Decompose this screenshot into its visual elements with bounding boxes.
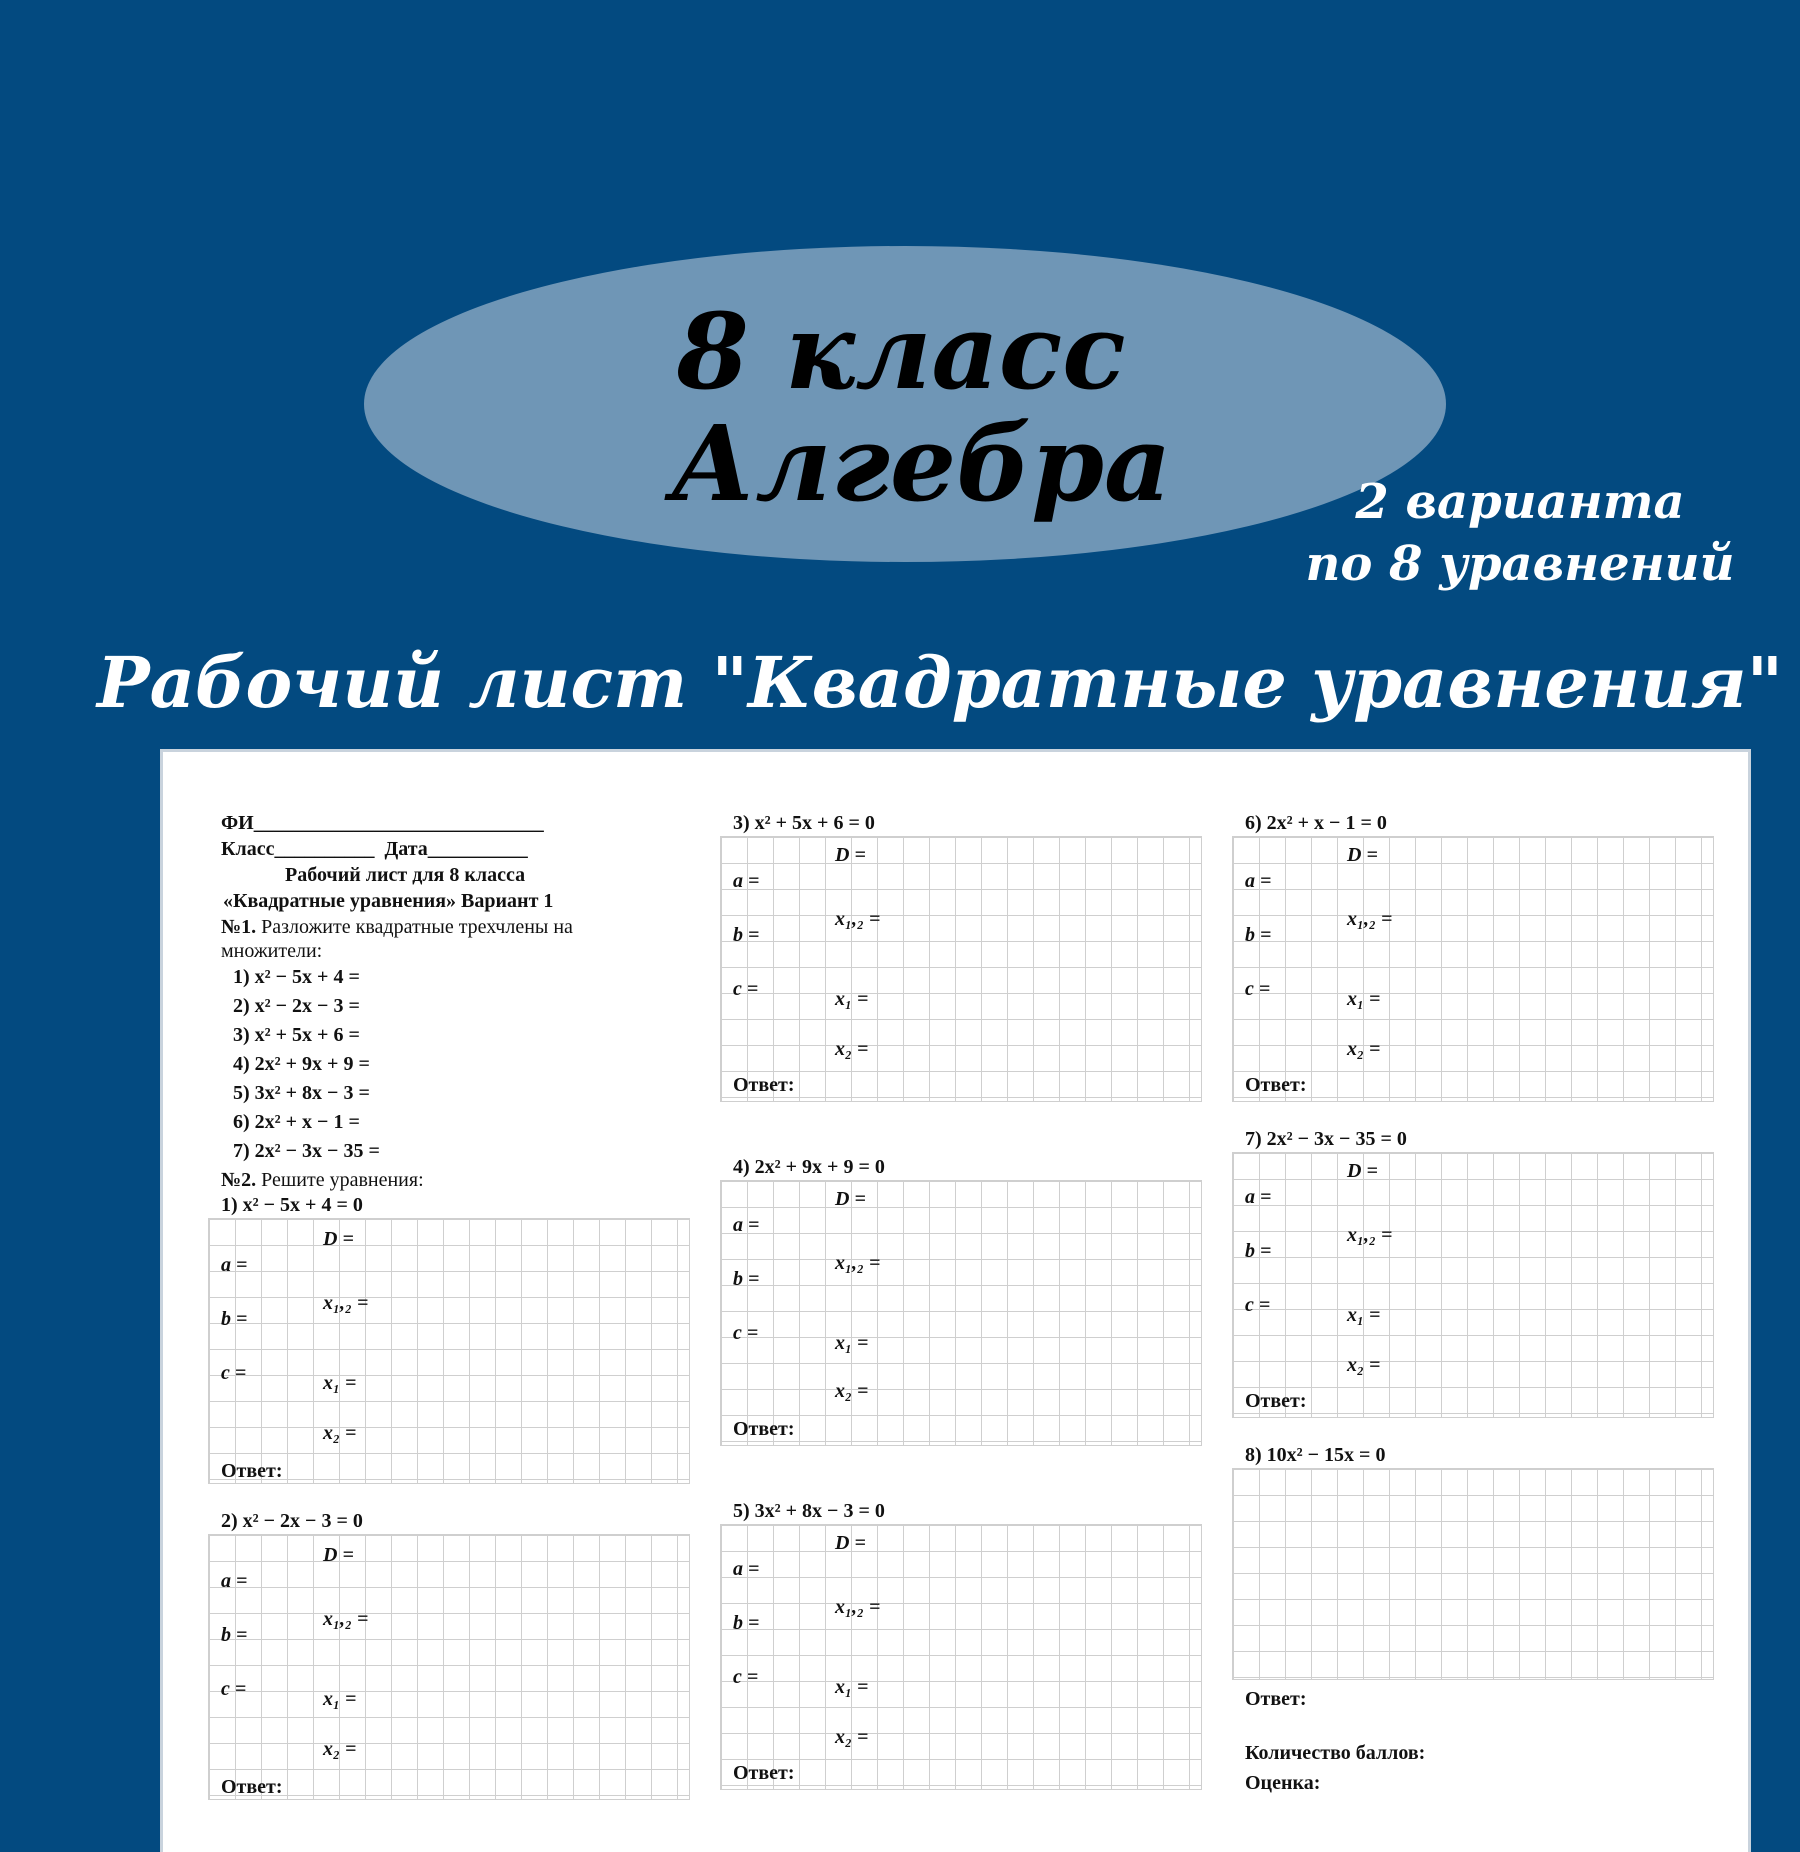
x1-label: x₁ = — [835, 1332, 869, 1354]
c-label: c = — [733, 978, 759, 1000]
equation-title: 8) 10x² − 15x = 0 — [1245, 1444, 1386, 1466]
a-label: a = — [733, 1214, 760, 1236]
x2-label: x₂ = — [835, 1038, 869, 1060]
answer-label: Ответ: — [733, 1762, 795, 1784]
task2-heading: №2. Решите уравнения: — [221, 1169, 424, 1191]
answer-label: Ответ: — [221, 1776, 283, 1798]
a-label: a = — [733, 870, 760, 892]
grade-label: Оценка: — [1245, 1772, 1321, 1794]
answer-grid — [720, 836, 1202, 1102]
d-label: D = — [323, 1228, 354, 1250]
answer-label: Ответ: — [1245, 1074, 1307, 1096]
task1-heading-2: множители: — [221, 940, 323, 962]
x2-label: x₂ = — [323, 1422, 357, 1444]
x12-label: x₁,₂ = — [1347, 908, 1393, 930]
answer-grid — [720, 1180, 1202, 1446]
x12-label: x₁,₂ = — [323, 1292, 369, 1314]
task1-item: 7) 2x² − 3x − 35 = — [233, 1140, 380, 1162]
answer-label: Ответ: — [1245, 1390, 1307, 1412]
task1-item: 5) 3x² + 8x − 3 = — [233, 1082, 370, 1104]
answer-grid — [208, 1534, 690, 1800]
variants-line-2: по 8 уравнений — [1305, 536, 1735, 592]
answer-grid — [1232, 1468, 1714, 1680]
x12-label: x₁,₂ = — [835, 1596, 881, 1618]
x2-label: x₂ = — [1347, 1038, 1381, 1060]
b-label: b = — [1245, 924, 1272, 946]
sheet-title-2: «Квадратные уравнения» Вариант 1 — [223, 890, 554, 912]
worksheet-preview — [163, 752, 1748, 1852]
d-label: D = — [323, 1544, 354, 1566]
a-label: a = — [221, 1254, 248, 1276]
x12-label: x₁,₂ = — [835, 908, 881, 930]
class-date-field: Класс__________ Дата__________ — [221, 838, 528, 860]
task1-item: 6) 2x² + x − 1 = — [233, 1111, 360, 1133]
b-label: b = — [221, 1308, 248, 1330]
x1-label: x₁ = — [323, 1372, 357, 1394]
score-label: Количество баллов: — [1245, 1742, 1426, 1764]
c-label: c = — [733, 1322, 759, 1344]
answer-label: Ответ: — [221, 1460, 283, 1482]
x12-label: x₁,₂ = — [323, 1608, 369, 1630]
equation-title: 7) 2x² − 3x − 35 = 0 — [1245, 1128, 1407, 1150]
x1-label: x₁ = — [835, 988, 869, 1010]
equation-title: 1) x² − 5x + 4 = 0 — [221, 1194, 363, 1216]
equation-title: 5) 3x² + 8x − 3 = 0 — [733, 1500, 885, 1522]
c-label: c = — [733, 1666, 759, 1688]
c-label: c = — [221, 1362, 247, 1384]
equation-title: 4) 2x² + 9x + 9 = 0 — [733, 1156, 885, 1178]
answer-grid — [208, 1218, 690, 1484]
d-label: D = — [1347, 1160, 1378, 1182]
b-label: b = — [1245, 1240, 1272, 1262]
answer-label: Ответ: — [1245, 1688, 1307, 1710]
a-label: a = — [1245, 870, 1272, 892]
x2-label: x₂ = — [1347, 1354, 1381, 1376]
equation-title: 6) 2x² + x − 1 = 0 — [1245, 812, 1387, 834]
x1-label: x₁ = — [1347, 1304, 1381, 1326]
answer-grid — [720, 1524, 1202, 1790]
worksheet-heading: Рабочий лист "Квадратные уравнения" — [96, 641, 1784, 724]
c-label: c = — [1245, 978, 1271, 1000]
x1-label: x₁ = — [323, 1688, 357, 1710]
answer-label: Ответ: — [733, 1074, 795, 1096]
grade-title: 8 класс — [676, 290, 1126, 413]
answer-grid — [1232, 836, 1714, 1102]
a-label: a = — [221, 1570, 248, 1592]
answer-label: Ответ: — [733, 1418, 795, 1440]
x2-label: x₂ = — [323, 1738, 357, 1760]
x2-label: x₂ = — [835, 1380, 869, 1402]
b-label: b = — [733, 1268, 760, 1290]
b-label: b = — [733, 924, 760, 946]
d-label: D = — [835, 1188, 866, 1210]
equation-title: 3) x² + 5x + 6 = 0 — [733, 812, 875, 834]
x1-label: x₁ = — [835, 1676, 869, 1698]
task1-item: 1) x² − 5x + 4 = — [233, 966, 360, 988]
d-label: D = — [835, 1532, 866, 1554]
c-label: c = — [221, 1678, 247, 1700]
variants-line-1: 2 варианта — [1355, 474, 1685, 530]
a-label: a = — [733, 1558, 760, 1580]
task1-item: 2) x² − 2x − 3 = — [233, 995, 360, 1017]
sheet-title-1: Рабочий лист для 8 класса — [285, 864, 526, 886]
task1-item: 3) x² + 5x + 6 = — [233, 1024, 360, 1046]
answer-grid — [1232, 1152, 1714, 1418]
task1-heading: №1. Разложите квадратные трехчлены на — [221, 916, 573, 938]
x1-label: x₁ = — [1347, 988, 1381, 1010]
b-label: b = — [221, 1624, 248, 1646]
x12-label: x₁,₂ = — [835, 1252, 881, 1274]
equation-title: 2) x² − 2x − 3 = 0 — [221, 1510, 363, 1532]
d-label: D = — [1347, 844, 1378, 866]
x2-label: x₂ = — [835, 1726, 869, 1748]
x12-label: x₁,₂ = — [1347, 1224, 1393, 1246]
fi-field: ФИ_____________________________ — [221, 812, 544, 834]
task1-item: 4) 2x² + 9x + 9 = — [233, 1053, 370, 1075]
c-label: c = — [1245, 1294, 1271, 1316]
subject-title: Алгебра — [670, 402, 1172, 525]
a-label: a = — [1245, 1186, 1272, 1208]
d-label: D = — [835, 844, 866, 866]
b-label: b = — [733, 1612, 760, 1634]
